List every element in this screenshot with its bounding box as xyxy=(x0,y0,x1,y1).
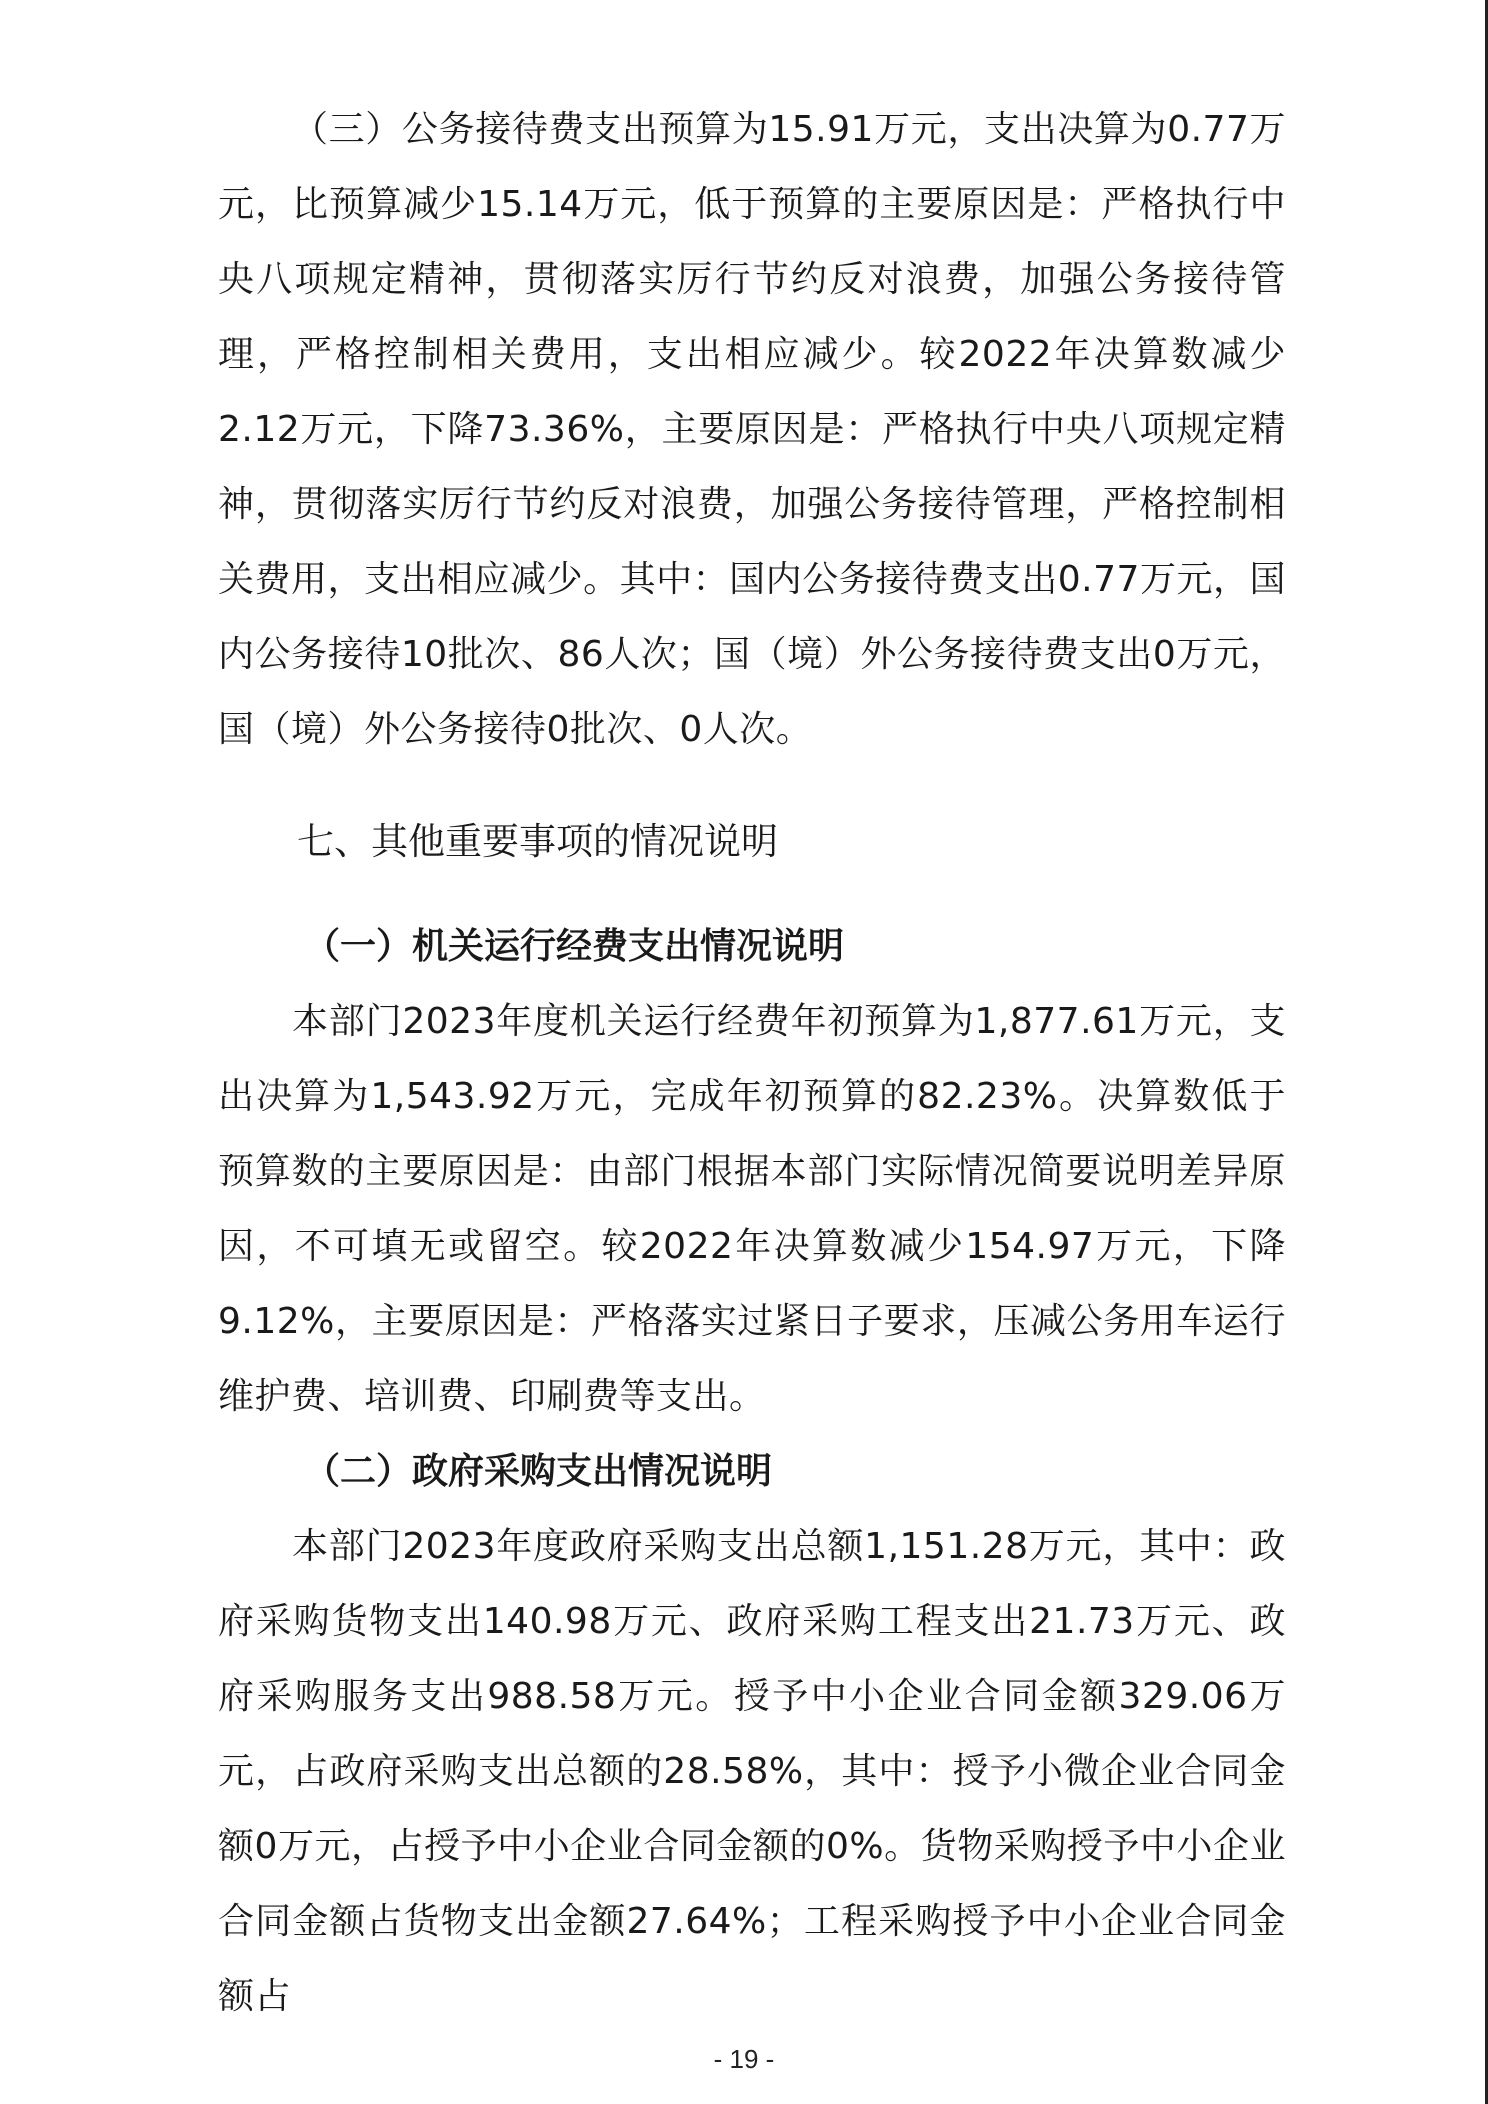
sub-heading-operating-expense: （一）机关运行经费支出情况说明 xyxy=(304,926,845,967)
document-body xyxy=(218,92,1286,2034)
paragraph-reception-expense: （三）公务接待费支出预算为15.91万元，支出决算为0.77万元，比预算减少15.14万元，低于预算的主要原因是：严格执行中央八项规定精神，贯彻落实厉行节约反对浪费，加强公务接待管理，严格控制相关费用，支出相应减少。较2022年决算数减少2.12万元，下降73.36%，主要原因是：严格执行中央八项规定精神，贯彻落实厉行节约反对浪费，加强公务接待管理，严格控制相关费用，支出相应减少。其中：国内公务接待费支出0.77万元，国内公务接待10批次、86人次；国（境）外公务接待费支出0万元，国（境）外公务接待0批次、0人次。 xyxy=(218,109,1286,750)
page-number: - 19 - xyxy=(713,2044,775,2074)
section-heading: 七、其他重要事项的情况说明 xyxy=(297,820,778,863)
paragraph-operating-expense: 本部门2023年度机关运行经费年初预算为1,877.61万元，支出决算为1,543.92万元，完成年初预算的82.23%。决算数低于预算数的主要原因是：由部门根据本部门实际情况简要说明差异原因，不可填无或留空。较2022年决算数减少154.97万元，下降9.12%，主要原因是：严格落实过紧日子要求，压减公务用车运行维护费、培训费、印刷费等支出。 xyxy=(218,1001,1286,1417)
sub-heading-procurement: （二）政府采购支出情况说明 xyxy=(304,1451,773,1492)
paragraph-procurement: 本部门2023年度政府采购支出总额1,151.28万元，其中：政府采购货物支出140.98万元、政府采购工程支出21.73万元、政府采购服务支出988.58万元。授予中小企业合同金额329.06万元，占政府采购支出总额的28.58%，其中：授予小微企业合同金额0万元，占授予中小企业合同金额的0%。货物采购授予中小企业合同金额占货物支出金额27.64%；工程采购授予中小企业合同金额占 xyxy=(218,1526,1286,2017)
